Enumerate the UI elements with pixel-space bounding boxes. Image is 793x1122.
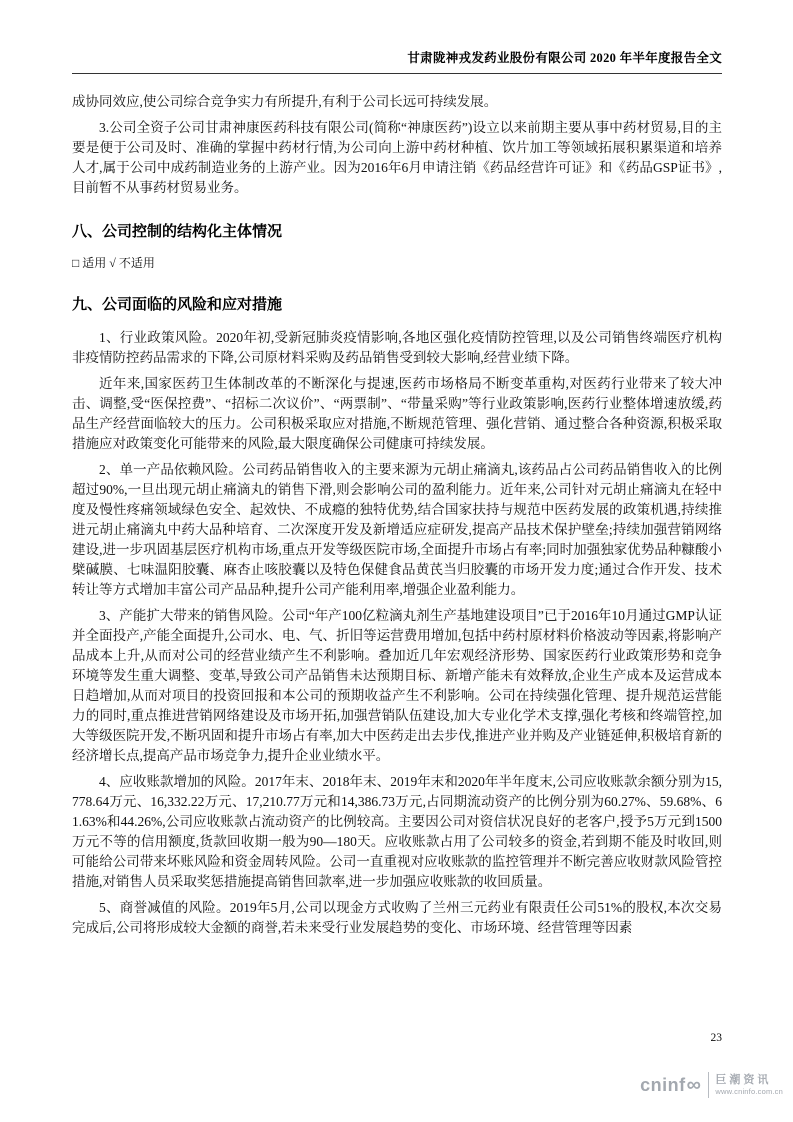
risk-paragraph-goodwill-impairment: 5、商誉减值的风险。2019年5月,公司以现金方式收购了兰州三元药业有限责任公司51%的股权,本次交易完成后,公司将形成较大金额的商誉,若未来受行业发展趋势的变化、市场环境、经营管理等因素 — [72, 900, 722, 935]
risk-paragraph-industry-policy-cont: 近年来,国家医药卫生体制改革的不断深化与提速,医药市场格局不断变革重构,对医药行业带来了较大冲击、调整,受“医保控费”、“招标二次议价”、“两票制”、“带量采购”等行业政策影响,医药行业整体增速放缓,药品生产经营面临较大的压力。公司积极采取应对措施,不断规范管理、强化营销、通过整合各种资源,积极采取措施应对政策变化可能带来的风险,最大限度确保公司健康可持续发展。 — [72, 376, 722, 451]
cninfo-url: www.cninfo.com.cn — [715, 1086, 783, 1096]
page-header — [72, 48, 722, 74]
section-9-heading: 九、公司面临的风险和应对措施 — [72, 296, 283, 313]
page-number: 23 — [710, 1032, 722, 1044]
logo-text-block — [715, 1074, 783, 1097]
logo-divider — [708, 1072, 709, 1098]
section-8-heading: 八、公司控制的结构化主体情况 — [72, 223, 283, 240]
risk-paragraph-single-product: 2、单一产品依赖风险。公司药品销售收入的主要来源为元胡止痛滴丸,该药品占公司药品销售收入的比例超过90%,一旦出现元胡止痛滴丸的销售下滑,则会影响公司的盈利能力。近年来,公司针对元胡止痛滴丸在轻中度及慢性疼痛领域绿色安全、起效快、不成瘾的独特优势,结合国家扶持与规范中医药发展的政策机遇,持续推进元胡止痛滴丸中药大品种培育、二次深度开发及新增适应症研发,提高产品技术保护壁垒;持续加强营销网络建设,进一步巩固基层医疗机构市场,重点开发等级医院市场,全面提升市场占有率;同时加强独家优势品种糠酸小檗碱膜、七味温阳胶囊、麻杏止咳胶囊以及特色保健食品黄芪当归胶囊的市场开发力度;通过合作开发、技术转让等方式增加丰富公司产品品种,提升公司产能利用率,增强企业盈利能力。 — [72, 462, 722, 597]
risk-paragraph-accounts-receivable: 4、应收账款增加的风险。2017年末、2018年末、2019年末和2020年半年度末,公司应收账款余额分别为15,778.64万元、16,332.22万元、17,210.77万元和14,386.73万元,占同期流动资产的比例分别为60.27%、59.68%、61.63%和44.26%,公司应收账款占流动资产的比例较高。主要因公司对资信状况良好的老客户,授予5万元到1500万元不等的信用额度,货款回收期一般为90—180天。应收账款占用了公司较多的资金,若到期不能及时收回,则可能给公司带来坏账风险和资金周转风险。公司一直重视对应收账款的监控管理并不断完善应收财款风险管控措施,对销售人员采取奖惩措施提高销售回款率,进一步加强应收账款的收回质量。 — [72, 774, 722, 889]
section-8-applicability-line: □ 适用 √ 不适用 — [72, 256, 155, 270]
paragraph-subsidiary-info: 3.公司全资子公司甘肃神康医药科技有限公司(简称“神康医药”)设立以来前期主要从事中药材贸易,目的主要是便于公司及时、准确的掌握中药材行情,为公司向上游中药材种植、饮片加工等领域拓展积累渠道和培养人才,属于公司中成药制造业务的上游产业。因为2016年6月申请注销《药品经营许可证》和《药品GSP证书》,目前暂不从事药材贸易业务。 — [72, 120, 722, 195]
cninfo-brand-label: cninf — [640, 1075, 686, 1095]
infinity-icon: ∞ — [686, 1074, 702, 1096]
report-header-title: 甘肃陇神戎发药业股份有限公司 2020 年半年度报告全文 — [407, 51, 722, 65]
cninfo-brand-text — [640, 1075, 701, 1095]
risk-paragraph-industry-policy: 1、行业政策风险。2020年初,受新冠肺炎疫情影响,各地区强化疫情防控管理,以及公司销售终端医疗机构非疫情防控药品需求的下降,公司原材料采购及药品销售受到较大影响,经营业绩下降。 — [72, 330, 722, 365]
paragraph-continuation: 成协同效应,使公司综合竞争实力有所提升,有利于公司长远可持续发展。 — [72, 94, 498, 109]
cninfo-logo — [640, 1072, 783, 1098]
cninfo-chinese-name: 巨潮资讯 — [715, 1073, 772, 1086]
document-body — [72, 74, 722, 938]
risk-paragraph-capacity-expansion: 3、产能扩大带来的销售风险。公司“年产100亿粒滴丸剂生产基地建设项目”已于2016年10月通过GMP认证并全面投产,产能全面提升,公司水、电、气、折旧等运营费用增加,包括中药村原材料价格波动等因素,将影响产品成本上升,从而对公司的经营业绩产生不利影响。叠加近几年宏观经济形势、国家医药行业政策形势和竞争环境等发生重大调整、变革,导致公司产品销售未达预期目标、新增产能未有效释放,企业生产成本及运营成本日趋增加,从而对项目的投资回报和本公司的预期收益产生不利影响。公司在持续强化管理、提升规范运营能力的同时,重点推进营销网络建设及市场开拓,加强营销队伍建设,加大专业化学术支撑,强化考核和终端管控,加大等级医院开发,不断巩固和提升市场占有率,加大中医药走出去步伐,推进产业并购及产业链延伸,积极培育新的经济增长点,提高产品市场竞争力,提升企业业绩水平。 — [72, 608, 722, 763]
page-content — [72, 48, 722, 944]
